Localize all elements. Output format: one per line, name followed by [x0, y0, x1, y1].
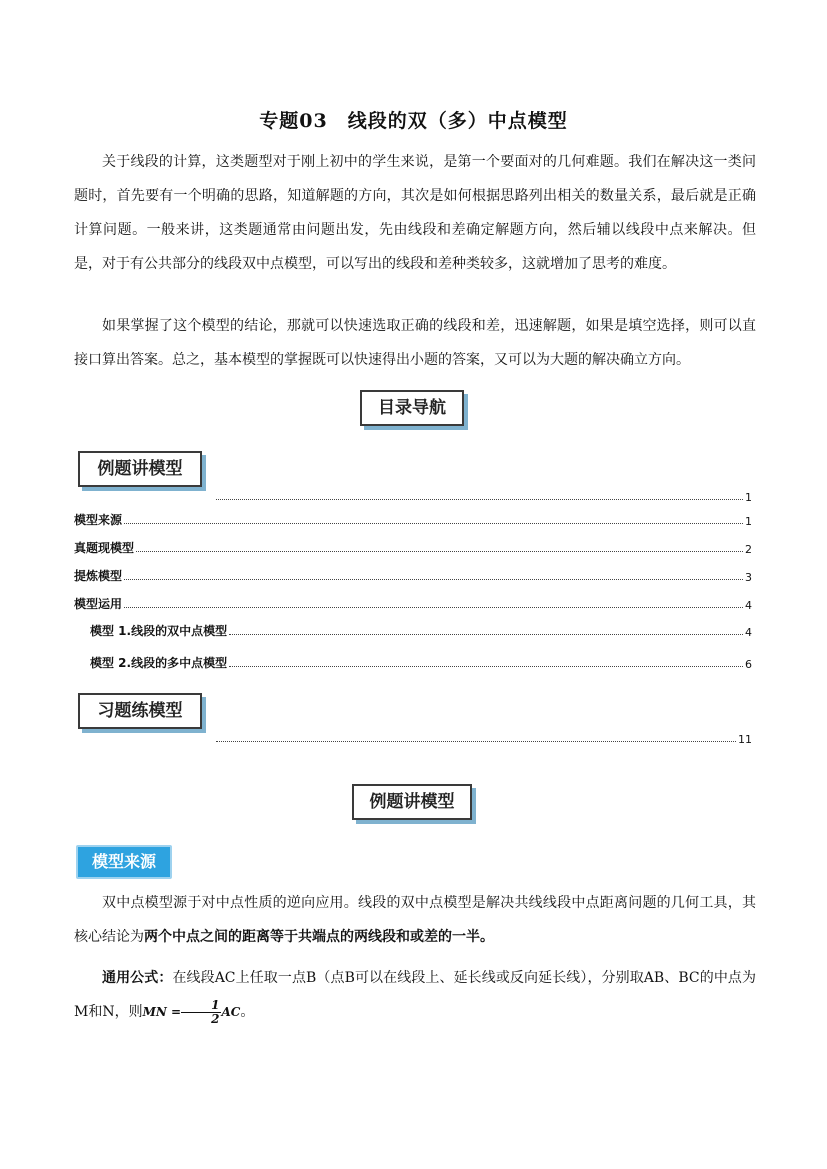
formula-label: 通用公式： [102, 970, 173, 986]
body-text-bold: 两个中点之间的距离等于共端点的两线段和或差的一半。 [144, 929, 494, 945]
toc-box-examples[interactable]: 例题讲模型 [78, 451, 202, 487]
formula-numerator: 1 [181, 999, 221, 1013]
toc-page: 3 [745, 571, 752, 584]
toc-row-exercises[interactable] [214, 728, 752, 746]
toc-row[interactable] [74, 566, 752, 584]
toc-page: 2 [745, 543, 752, 556]
toc-label: 模型 2.线段的多中点模型 [90, 656, 228, 670]
toc-page: 1 [745, 491, 752, 504]
formula-text: 在线段AC上任取一点B（点B可以在线段上、延长线或反向延长线），分别取AB、BC的中点为M和N，则 [74, 970, 756, 1020]
intro-paragraph-2: 如果掌握了这个模型的结论，那就可以快速选取正确的线段和差，迅速解题，如果是填空选择，则可以直接口算出答案。总之，基本模型的掌握既可以快速得出小题的答案，又可以为大题的解决确立方向。 [74, 318, 756, 368]
toc-label: 真题现模型 [74, 541, 135, 555]
toc-leader [216, 499, 743, 500]
toc-leader [229, 666, 743, 667]
toc-page: 4 [745, 599, 752, 612]
toc-page: 4 [745, 626, 752, 639]
intro-paragraph-1: 关于线段的计算，这类题型对于刚上初中的学生来说，是第一个要面对的几何难题。我们在解决这一类问题时，首先要有一个明确的思路，知道解题的方向，其次是如何根据思路列出相关的数量关系，最后就是正确计算问题。一般来讲，这类题通常由问题出发，先由线段和差确定解题方向，然后辅以线段中点来解决。但是，对于有公共部分的线段双中点模型，可以写出的线段和差种类较多，这就增加了思考的难度。 [74, 154, 756, 272]
formula-lhs: MN = [142, 1005, 182, 1019]
toc-header-box: 目录导航 [360, 390, 464, 426]
toc-label: 模型运用 [74, 597, 123, 611]
toc-page: 6 [745, 658, 752, 671]
toc-page: 1 [745, 515, 752, 528]
toc-label: 提炼模型 [74, 569, 123, 583]
toc-leader [216, 741, 736, 742]
body-paragraph [74, 886, 756, 954]
page-title: 专题03 线段的双（多）中点模型 [259, 110, 568, 132]
body-text: 双中点模型源于对中点性质的逆向应用。线段的双中点模型是解决共线线段中点距离问题的几何工具，其核心结论为 [74, 895, 756, 945]
formula-end: 。 [240, 1004, 255, 1020]
formula-paragraph [74, 961, 756, 1029]
formula-denominator: 2 [211, 1011, 220, 1026]
formula-fraction [181, 999, 221, 1026]
toc-leader [124, 607, 743, 608]
toc-row[interactable] [90, 621, 752, 639]
toc-leader [229, 634, 743, 635]
toc-row[interactable] [74, 510, 752, 528]
toc-page: 11 [738, 733, 752, 746]
toc-box-exercises[interactable]: 习题练模型 [78, 693, 202, 729]
toc-leader [124, 523, 743, 524]
toc-label: 模型来源 [74, 513, 123, 527]
formula-rhs: AC [221, 1005, 241, 1019]
toc-row-examples[interactable] [214, 486, 752, 504]
toc-row[interactable] [74, 538, 752, 556]
toc-leader [124, 579, 743, 580]
toc-leader [136, 551, 743, 552]
toc-label: 模型 1.线段的双中点模型 [90, 624, 228, 638]
section-tag-model-source: 模型来源 [76, 845, 172, 879]
toc-row[interactable] [74, 594, 752, 612]
section-header-box: 例题讲模型 [352, 784, 472, 820]
toc-row[interactable] [90, 653, 752, 671]
